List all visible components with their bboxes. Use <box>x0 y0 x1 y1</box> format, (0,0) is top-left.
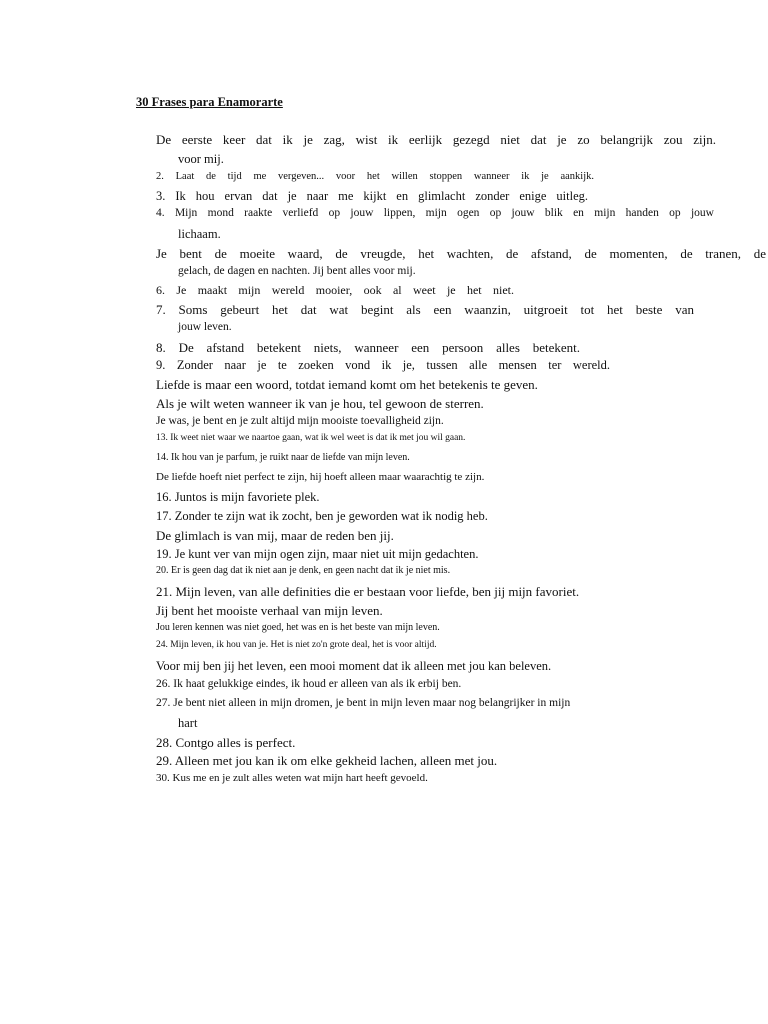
text-line: 17. Zonder te zijn wat ik zocht, ben je geworden wat ik nodig heb. <box>156 509 488 523</box>
text-line: gelach, de dagen en nachten. Jij bent alles voor mij. <box>178 265 416 277</box>
text-line: 16. Juntos is mijn favoriete plek. <box>156 490 320 504</box>
text-line: Je bent de moeite waard, de vreugde, het wachten, de afstand, de momenten, de tranen, de <box>156 246 766 261</box>
text-line: 13. Ik weet niet waar we naartoe gaan, wat ik wel weet is dat ik met jou wil gaan. <box>156 433 466 443</box>
text-line: 9. Zonder naar je te zoeken vond ik je, tussen alle mensen ter wereld. <box>156 358 610 372</box>
text-line: Jij bent het mooiste verhaal van mijn leven. <box>156 603 383 618</box>
text-line: 20. Er is geen dag dat ik niet aan je denk, en geen nacht dat ik je niet mis. <box>156 565 451 576</box>
text-line: 26. Ik haat gelukkige eindes, ik houd er alleen van als ik erbij ben. <box>156 678 462 690</box>
text-line: 24. Mijn leven, ik hou van je. Het is niet zo'n grote deal, het is voor altijd. <box>156 640 437 650</box>
text-line: 28. Contgo alles is perfect. <box>156 735 296 750</box>
text-line: hart <box>178 716 198 730</box>
text-line: 27. Je bent niet alleen in mijn dromen, je bent in mijn leven maar nog belangrijker in mijn <box>156 697 571 709</box>
text-line: De glimlach is van mij, maar de reden ben jij. <box>156 528 394 543</box>
text-line: jouw leven. <box>178 321 232 333</box>
text-line: 14. Ik hou van je parfum, je ruikt naar de liefde van mijn leven. <box>156 452 410 463</box>
text-line: 29. Alleen met jou kan ik om elke gekheid lachen, alleen met jou. <box>156 753 498 768</box>
text-line: lichaam. <box>178 227 221 241</box>
text-line: 3. Ik hou ervan dat je naar me kijkt en glimlacht zonder enige uitleg. <box>156 189 588 203</box>
text-line: 8. De afstand betekent niets, wanneer een persoon alles betekent. <box>156 340 580 355</box>
text-line: Liefde is maar een woord, totdat iemand komt om het betekenis te geven. <box>156 377 538 392</box>
text-line: 2. Laat de tijd me vergeven... voor het willen stoppen wanneer ik je aankijk. <box>156 171 594 182</box>
text-line: Voor mij ben jij het leven, een mooi moment dat ik alleen met jou kan beleven. <box>156 659 552 673</box>
text-line: De eerste keer dat ik je zag, wist ik eerlijk gezegd niet dat je zo belangrijk zou zijn. <box>156 132 716 147</box>
document-title: 30 Frases para Enamorarte <box>136 95 283 109</box>
text-line: 6. Je maakt mijn wereld mooier, ook al weet je het niet. <box>156 283 514 297</box>
text-line: Als je wilt weten wanneer ik van je hou, tel gewoon de sterren. <box>156 396 484 411</box>
text-line: 19. Je kunt ver van mijn ogen zijn, maar niet uit mijn gedachten. <box>156 547 479 561</box>
text-line: 30. Kus me en je zult alles weten wat mijn hart heeft gevoeld. <box>156 772 428 784</box>
text-line: 21. Mijn leven, van alle definities die er bestaan voor liefde, ben jij mijn favoriet. <box>156 584 580 599</box>
text-line: 4. Mijn mond raakte verliefd op jouw lippen, mijn ogen op jouw blik en mijn handen op jouw <box>156 207 714 219</box>
text-line: 7. Soms gebeurt het dat wat begint als een waanzin, uitgroeit tot het beste van <box>156 302 694 317</box>
text-line: De liefde hoeft niet perfect te zijn, hij hoeft alleen maar waarachtig te zijn. <box>156 471 485 483</box>
text-line: Je was, je bent en je zult altijd mijn mooiste toevalligheid zijn. <box>156 415 444 427</box>
text-line: Jou leren kennen was niet goed, het was en is het beste van mijn leven. <box>156 622 440 633</box>
text-line: voor mij. <box>178 152 224 166</box>
